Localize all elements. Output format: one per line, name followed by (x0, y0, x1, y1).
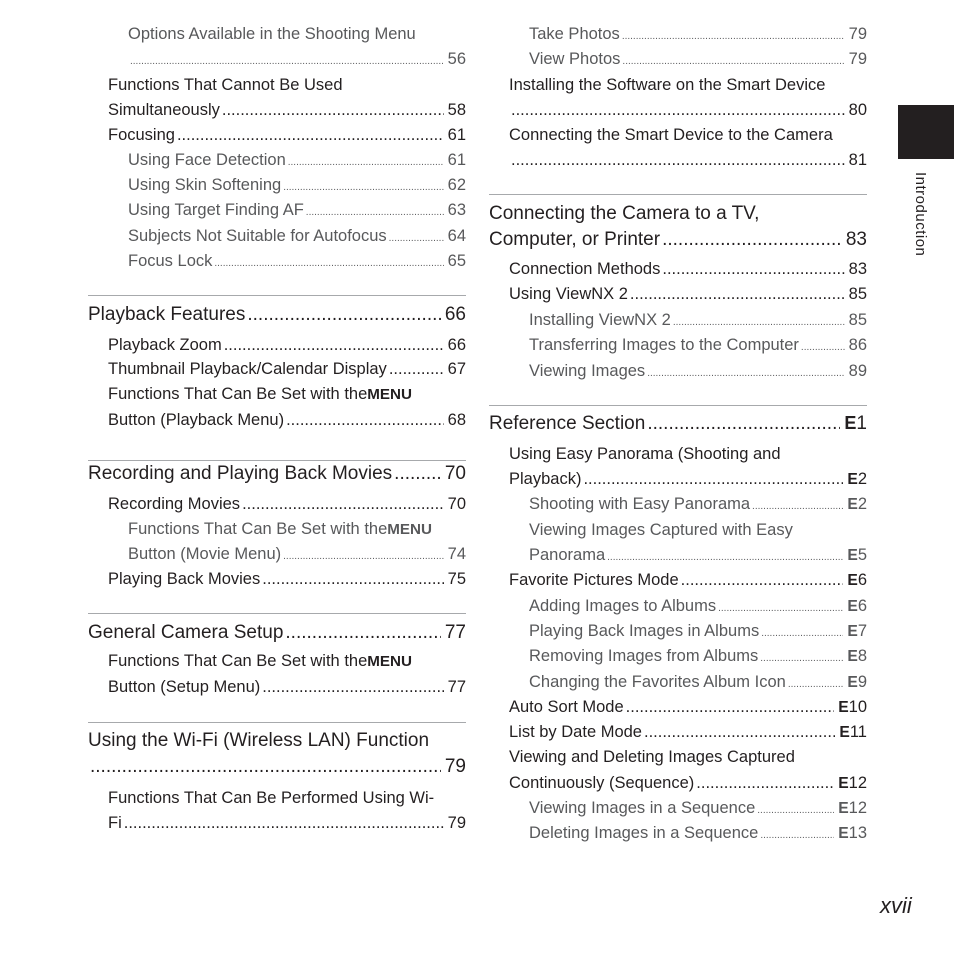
leader-dots (242, 495, 444, 514)
section-tab-marker (898, 105, 954, 159)
toc-page-number (847, 597, 867, 616)
toc-entry[interactable] (489, 285, 867, 304)
toc-entry-label: Computer, or Printer (489, 228, 661, 250)
toc-entry[interactable] (489, 470, 867, 489)
page-number-value: 66 (444, 303, 466, 325)
toc-entry-label: Focus Lock (128, 251, 213, 270)
toc-entry[interactable] (489, 824, 867, 843)
toc-entry-label: Panorama (529, 545, 606, 564)
toc-page-number (448, 151, 466, 170)
toc-entry-label: Reference Section (489, 412, 646, 434)
leader-dots (760, 653, 843, 664)
toc-entry-label: Recording Movies (108, 494, 241, 513)
page-number-value: 77 (447, 677, 466, 696)
reference-section-icon: E (838, 824, 848, 842)
toc-entry[interactable] (88, 201, 466, 220)
leader-dots (389, 360, 444, 379)
reference-section-icon: E (838, 774, 848, 792)
leader-dots (622, 31, 845, 42)
toc-entry-label: Viewing Images Captured with Easy (529, 520, 793, 539)
toc-entry-label: Using Skin Softening (128, 175, 282, 194)
leader-dots (394, 463, 441, 485)
toc-entry[interactable] (489, 495, 867, 514)
toc-entry[interactable] (489, 622, 867, 641)
section-divider (489, 194, 867, 195)
page-number-value: 85 (848, 284, 867, 303)
toc-page-number (838, 774, 867, 793)
page-number-value: 79 (848, 24, 867, 43)
toc-entry[interactable] (88, 545, 466, 564)
toc-section-heading[interactable] (489, 413, 867, 435)
toc-entry[interactable] (489, 546, 867, 565)
toc-entry-label: Auto Sort Mode (509, 697, 624, 716)
toc-page-number (838, 824, 867, 843)
toc-page-number (448, 570, 466, 589)
leader-dots (696, 774, 834, 793)
toc-page-number (847, 495, 867, 514)
menu-button-icon: MENU (367, 385, 412, 403)
section-divider (88, 613, 466, 614)
section-divider (88, 722, 466, 723)
toc-entry[interactable] (489, 698, 867, 717)
toc-entry-label: Connection Methods (509, 259, 661, 278)
reference-section-icon: E (847, 673, 857, 691)
reference-section-icon: E (847, 495, 857, 513)
leader-dots (130, 56, 444, 67)
toc-entry-label: Viewing Images (529, 361, 646, 380)
toc-entry[interactable] (489, 673, 867, 692)
toc-entry-label: Button (Setup Menu) (108, 677, 261, 696)
leader-dots (662, 229, 842, 251)
toc-page-number (849, 285, 867, 304)
toc-entry[interactable] (489, 336, 867, 355)
toc-page-number (849, 362, 867, 381)
toc-page-number (849, 101, 867, 120)
leader-dots (760, 830, 834, 841)
toc-entry-label: Connecting the Camera to a TV, (489, 202, 760, 224)
toc-page-number (448, 50, 466, 69)
toc-section-heading[interactable] (88, 622, 466, 644)
page-number-value: 74 (447, 544, 466, 563)
leader-dots (607, 552, 843, 563)
toc-entry-label: Subjects Not Suitable for Autofocus (128, 226, 387, 245)
leader-dots (262, 678, 443, 697)
leader-dots (673, 317, 845, 328)
toc-page-number (448, 227, 466, 246)
leader-dots (285, 622, 440, 644)
leader-dots (752, 501, 843, 512)
leader-dots (511, 101, 845, 120)
leader-dots (757, 805, 834, 816)
leader-dots (761, 628, 843, 639)
leader-dots (214, 258, 443, 269)
page-number-value: 79 (848, 49, 867, 68)
leader-dots (283, 551, 443, 562)
leader-dots (177, 126, 444, 145)
leader-dots (788, 679, 844, 690)
toc-entry-label: Using ViewNX 2 (509, 284, 628, 303)
page-number-value: 70 (444, 462, 466, 484)
toc-page-number (448, 360, 466, 379)
leader-dots (647, 413, 840, 435)
toc-section-heading[interactable] (489, 229, 867, 251)
page-number-value: 2 (857, 494, 867, 513)
toc-entry[interactable] (489, 311, 867, 330)
toc-entry[interactable] (489, 597, 867, 616)
toc-entry-label: Using Target Finding AF (128, 200, 304, 219)
reference-section-icon: E (839, 723, 849, 741)
toc-entry-label: Take Photos (529, 24, 620, 43)
toc-section-heading[interactable] (88, 463, 466, 485)
toc-page-number (849, 50, 867, 69)
leader-dots (389, 233, 444, 244)
toc-entry[interactable] (489, 521, 867, 540)
page-number-value: 77 (444, 621, 466, 643)
toc-section-heading[interactable] (88, 730, 466, 752)
toc-entry-label: Functions That Can Be Set with the (108, 651, 368, 670)
toc-entry-label: Playing Back Images in Albums (529, 621, 760, 640)
toc-entry[interactable] (88, 76, 466, 95)
leader-dots (306, 207, 444, 218)
page-number-value: 83 (845, 228, 867, 250)
toc-entry[interactable] (489, 647, 867, 666)
reference-section-icon: E (847, 546, 857, 564)
toc-entry-label: Installing ViewNX 2 (529, 310, 671, 329)
toc-entry-label: Thumbnail Playback/Calendar Display (108, 359, 387, 378)
section-tab-label: Introduction (912, 172, 929, 257)
toc-page-number (849, 336, 867, 355)
toc-entry-label: Viewing Images in a Sequence (529, 798, 756, 817)
leader-dots (626, 698, 835, 717)
page-number-value: 85 (848, 310, 867, 329)
toc-entry[interactable] (88, 151, 466, 170)
toc-entry[interactable] (489, 126, 867, 145)
toc-page-number (846, 229, 867, 251)
page-number-value: 81 (848, 150, 867, 169)
toc-page-number (448, 545, 466, 564)
page-number-value: 65 (447, 251, 466, 270)
leader-dots (801, 342, 845, 353)
toc-entry[interactable] (88, 385, 466, 404)
toc-entry[interactable] (489, 445, 867, 464)
toc-entry-label: List by Date Mode (509, 722, 642, 741)
toc-entry[interactable] (88, 176, 466, 195)
reference-section-icon: E (847, 571, 857, 589)
page-number: xvii (880, 893, 912, 918)
leader-dots (718, 603, 843, 614)
toc-entry-label: General Camera Setup (88, 621, 284, 643)
toc-page-number (849, 151, 867, 170)
menu-button-icon: MENU (367, 652, 412, 670)
page-number-value: 83 (848, 259, 867, 278)
page-number-value: 10 (848, 697, 867, 716)
toc-page-number (847, 647, 867, 666)
toc-page-number (849, 311, 867, 330)
page-number-value: 89 (848, 361, 867, 380)
toc-page-number (448, 336, 466, 355)
menu-button-icon: MENU (387, 520, 432, 538)
page-number-value: 66 (447, 335, 466, 354)
toc-page-number (448, 176, 466, 195)
toc-section-heading[interactable] (88, 756, 466, 778)
toc-entry[interactable] (88, 50, 466, 69)
section-divider (88, 460, 466, 461)
toc-entry-label: Using Face Detection (128, 150, 286, 169)
toc-entry[interactable] (88, 101, 466, 120)
toc-entry[interactable] (489, 151, 867, 170)
toc-entry[interactable] (88, 252, 466, 271)
reference-section-icon: E (838, 698, 848, 716)
page-number-value: 6 (857, 570, 867, 589)
toc-entry-label: Viewing and Deleting Images Captured (509, 747, 795, 766)
page-number-value: 62 (447, 175, 466, 194)
page-number-value: 9 (857, 672, 867, 691)
page-number-value: 58 (447, 100, 466, 119)
page-number-value: 12 (848, 773, 867, 792)
page-number-value: 61 (447, 150, 466, 169)
toc-entry[interactable] (88, 520, 466, 539)
leader-dots (124, 814, 444, 833)
toc-entry[interactable] (489, 101, 867, 120)
toc-entry-label: Playing Back Movies (108, 569, 261, 588)
toc-entry-label: Connecting the Smart Device to the Camera (509, 125, 833, 144)
toc-page-number (448, 495, 466, 514)
page-number-value: 64 (447, 226, 466, 245)
reference-section-icon: E (847, 622, 857, 640)
leader-dots (286, 411, 444, 430)
toc-entry[interactable] (489, 25, 867, 44)
toc-entry-label: Deleting Images in a Sequence (529, 823, 759, 842)
leader-dots (583, 470, 843, 489)
toc-entry-label: Button (Movie Menu) (128, 544, 282, 563)
leader-dots (622, 56, 844, 67)
toc-page-number (847, 546, 867, 565)
page-number-value: 12 (848, 798, 867, 817)
toc-entry[interactable] (88, 570, 466, 589)
leader-dots (247, 304, 441, 326)
toc-entry[interactable] (489, 723, 867, 742)
leader-dots (644, 723, 835, 742)
toc-entry[interactable] (88, 789, 466, 808)
toc-section-heading[interactable] (489, 203, 867, 225)
toc-entry[interactable] (88, 411, 466, 430)
toc-page-number (847, 470, 867, 489)
toc-entry-label: View Photos (529, 49, 621, 68)
reference-section-icon: E (838, 799, 848, 817)
reference-section-icon: E (847, 470, 857, 488)
leader-dots (662, 260, 844, 279)
page-number-value: 86 (848, 335, 867, 354)
page-number-value: 11 (849, 722, 867, 741)
page-number-value: 67 (447, 359, 466, 378)
toc-entry-label: Playback Zoom (108, 335, 222, 354)
leader-dots (630, 285, 845, 304)
leader-dots (647, 368, 844, 379)
toc-entry[interactable] (489, 799, 867, 818)
toc-page-number (849, 25, 867, 44)
reference-section-icon: E (847, 647, 857, 665)
toc-page-number (844, 413, 867, 435)
toc-page-number (448, 201, 466, 220)
page-number-value: 8 (857, 646, 867, 665)
page-number-value: 80 (848, 100, 867, 119)
toc-entry[interactable] (88, 126, 466, 145)
page-number-value: 63 (447, 200, 466, 219)
leader-dots (222, 101, 444, 120)
section-divider (88, 295, 466, 296)
toc-entry-label: Changing the Favorites Album Icon (529, 672, 786, 691)
toc-entry-label: Functions That Cannot Be Used (108, 75, 343, 94)
toc-page-number (448, 678, 466, 697)
toc-entry[interactable] (489, 362, 867, 381)
toc-entry-label: Adding Images to Albums (529, 596, 717, 615)
toc-page-number (838, 698, 867, 717)
page-number-value: 1 (856, 412, 867, 434)
toc-page-number (847, 571, 867, 590)
page-number-value: 13 (848, 823, 867, 842)
toc-entry[interactable] (489, 76, 867, 95)
toc-entry[interactable] (88, 652, 466, 671)
toc-entry[interactable] (88, 227, 466, 246)
page-number-value: 5 (857, 545, 867, 564)
leader-dots (283, 182, 443, 193)
page-number-value: 68 (447, 410, 466, 429)
toc-entry-label: Button (Playback Menu) (108, 410, 285, 429)
leader-dots (681, 571, 844, 590)
toc-page-number (448, 252, 466, 271)
toc-page-number (448, 126, 466, 145)
page-number-value: 79 (444, 755, 466, 777)
toc-entry[interactable] (88, 25, 466, 44)
toc-page-number (847, 673, 867, 692)
section-divider (489, 405, 867, 406)
page-number-value: 79 (447, 813, 466, 832)
toc-entry-label: Favorite Pictures Mode (509, 570, 679, 589)
toc-entry[interactable] (88, 360, 466, 379)
toc-entry-label: Recording and Playing Back Movies (88, 462, 393, 484)
toc-entry-label: Transferring Images to the Computer (529, 335, 799, 354)
toc-entry-label: Fi (108, 813, 122, 832)
toc-entry[interactable] (489, 748, 867, 767)
leader-dots (288, 157, 444, 168)
toc-entry[interactable] (88, 495, 466, 514)
toc-entry[interactable] (489, 50, 867, 69)
toc-entry-label: Functions That Can Be Performed Using Wi- (108, 788, 435, 807)
toc-entry-label: Using Easy Panorama (Shooting and (509, 444, 781, 463)
toc-entry-label: Playback Features (88, 303, 246, 325)
toc-entry-label: Focusing (108, 125, 175, 144)
toc-page-number (448, 411, 466, 430)
toc-page-number (445, 622, 466, 644)
page-number-value: 75 (447, 569, 466, 588)
page-number-value: 7 (857, 621, 867, 640)
toc-entry[interactable] (88, 678, 466, 697)
reference-section-icon: E (844, 412, 856, 433)
toc-entry-label: Simultaneously (108, 100, 220, 119)
toc-entry-label: Removing Images from Albums (529, 646, 759, 665)
toc-page-number (849, 260, 867, 279)
toc-entry-label: Continuously (Sequence) (509, 773, 695, 792)
toc-page-number (445, 304, 466, 326)
leader-dots (224, 336, 444, 355)
toc-page-number (448, 814, 466, 833)
toc-page-number (847, 622, 867, 641)
toc-entry[interactable] (489, 571, 867, 590)
toc-entry-label: Options Available in the Shooting Menu (128, 24, 416, 43)
toc-entry[interactable] (88, 814, 466, 833)
page-number-value: 70 (447, 494, 466, 513)
reference-section-icon: E (847, 597, 857, 615)
page-number-value: 61 (447, 125, 466, 144)
leader-dots (262, 570, 443, 589)
toc-entry-label: Functions That Can Be Set with the (128, 519, 388, 538)
page-number-value: 2 (857, 469, 867, 488)
toc-entry[interactable] (489, 774, 867, 793)
toc-section-heading[interactable] (88, 304, 466, 326)
toc-entry-label: Using the Wi-Fi (Wireless LAN) Function (88, 729, 430, 751)
toc-entry-label: Functions That Can Be Set with the (108, 384, 368, 403)
leader-dots (90, 756, 441, 778)
toc-entry-label: Shooting with Easy Panorama (529, 494, 751, 513)
page-number-value: 56 (447, 49, 466, 68)
toc-page-number (838, 799, 867, 818)
toc-page-number (445, 463, 466, 485)
toc-page-number (445, 756, 466, 778)
toc-entry[interactable] (88, 336, 466, 355)
toc-entry[interactable] (489, 260, 867, 279)
toc-page-number (448, 101, 466, 120)
leader-dots (511, 151, 845, 170)
page-number-value: 6 (857, 596, 867, 615)
toc-entry-label: Playback) (509, 469, 582, 488)
toc-page-number (839, 723, 867, 742)
toc-entry-label: Installing the Software on the Smart Device (509, 75, 826, 94)
